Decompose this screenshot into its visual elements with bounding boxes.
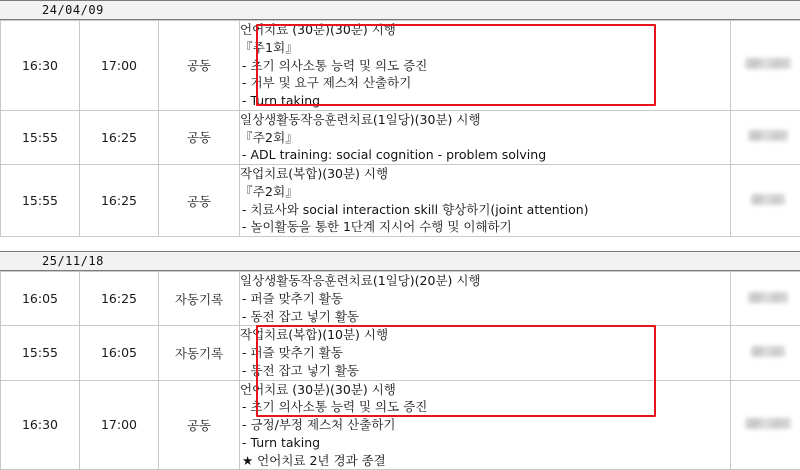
cell-end-time: 16:25 xyxy=(80,272,159,326)
date-header-bar xyxy=(0,251,800,271)
table-row xyxy=(1,272,800,326)
session-table xyxy=(0,271,800,470)
redacted-block xyxy=(748,130,788,141)
cell-start-time: 15:55 xyxy=(1,165,80,237)
detail-line: 작업치료(복합)(10분) 시행 xyxy=(240,326,730,344)
detail-line: - 퍼즐 맞추기 활동 xyxy=(240,290,730,308)
table-row xyxy=(1,326,800,380)
table-row xyxy=(1,21,800,111)
cell-kind: 자동기록 xyxy=(159,326,240,380)
cell-redacted xyxy=(731,21,800,111)
cell-end-time: 17:00 xyxy=(80,380,159,470)
detail-line: 작업치료(복합)(30분) 시행 xyxy=(240,165,730,183)
date-label: 24/04/09 xyxy=(0,3,104,17)
cell-end-time: 16:05 xyxy=(80,326,159,380)
cell-start-time: 16:30 xyxy=(1,21,80,111)
cell-treatment-detail xyxy=(240,380,731,470)
cell-end-time: 17:00 xyxy=(80,21,159,111)
detail-line: - 긍정/부정 제스처 산출하기 xyxy=(240,416,730,434)
cell-end-time: 16:25 xyxy=(80,110,159,164)
detail-line: 일상생활동작응훈련치료(1일당)(30분) 시행 xyxy=(240,111,730,129)
redacted-block xyxy=(751,194,785,205)
detail-line: ★ 언어치료 2년 경과 종결 xyxy=(240,452,730,470)
detail-line: 『주2회』 xyxy=(240,129,730,147)
cell-kind: 공동 xyxy=(159,21,240,111)
cell-end-time: 16:25 xyxy=(80,165,159,237)
table-row xyxy=(1,380,800,470)
cell-start-time: 15:55 xyxy=(1,110,80,164)
detail-line: 언어치료 (30분)(30분) 시행 xyxy=(240,21,730,39)
cell-redacted xyxy=(731,165,800,237)
detail-line: - 동전 잡고 넣기 활동 xyxy=(240,362,730,380)
redacted-block xyxy=(748,292,788,303)
detail-line: - Turn taking xyxy=(240,434,730,452)
cell-redacted xyxy=(731,326,800,380)
detail-line: - 퍼즐 맞추기 활동 xyxy=(240,344,730,362)
cell-redacted xyxy=(731,272,800,326)
detail-line: 언어치료 (30분)(30분) 시행 xyxy=(240,381,730,399)
redacted-block xyxy=(745,58,791,69)
detail-line: - 거부 및 요구 제스처 산출하기 xyxy=(240,74,730,92)
detail-line: - 초기 의사소통 능력 및 의도 증진 xyxy=(240,57,730,75)
date-label: 25/11/18 xyxy=(0,254,104,268)
table-row xyxy=(1,110,800,164)
redacted-block xyxy=(751,346,785,357)
table-row xyxy=(1,165,800,237)
cell-redacted xyxy=(731,380,800,470)
detail-line: - Turn taking xyxy=(240,92,730,110)
cell-start-time: 16:05 xyxy=(1,272,80,326)
cell-kind: 자동기록 xyxy=(159,272,240,326)
section-divider xyxy=(0,237,800,251)
section-2025-11-18 xyxy=(0,251,800,470)
detail-line: - ADL training: social cognition - problem solving xyxy=(240,146,730,164)
cell-start-time: 15:55 xyxy=(1,326,80,380)
detail-line: 『주1회』 xyxy=(240,39,730,57)
cell-treatment-detail xyxy=(240,21,731,111)
cell-redacted xyxy=(731,110,800,164)
cell-kind: 공동 xyxy=(159,110,240,164)
cell-treatment-detail xyxy=(240,326,731,380)
cell-treatment-detail xyxy=(240,272,731,326)
detail-line: 일상생활동작응훈련치료(1일당)(20분) 시행 xyxy=(240,272,730,290)
cell-start-time: 16:30 xyxy=(1,380,80,470)
cell-treatment-detail xyxy=(240,110,731,164)
detail-line: 『주2회』 xyxy=(240,183,730,201)
session-table xyxy=(0,20,800,237)
detail-line: - 초기 의사소통 능력 및 의도 증진 xyxy=(240,398,730,416)
redacted-block xyxy=(745,418,791,429)
cell-kind: 공동 xyxy=(159,165,240,237)
detail-line: - 놀이활동을 통한 1단계 지시어 수행 및 이해하기 xyxy=(240,218,730,236)
date-header-bar xyxy=(0,0,800,20)
cell-kind: 공동 xyxy=(159,380,240,470)
detail-line: - 동전 잡고 넣기 활동 xyxy=(240,308,730,326)
cell-treatment-detail xyxy=(240,165,731,237)
detail-line: - 치료사와 social interaction skill 향상하기(joint attention) xyxy=(240,201,730,219)
